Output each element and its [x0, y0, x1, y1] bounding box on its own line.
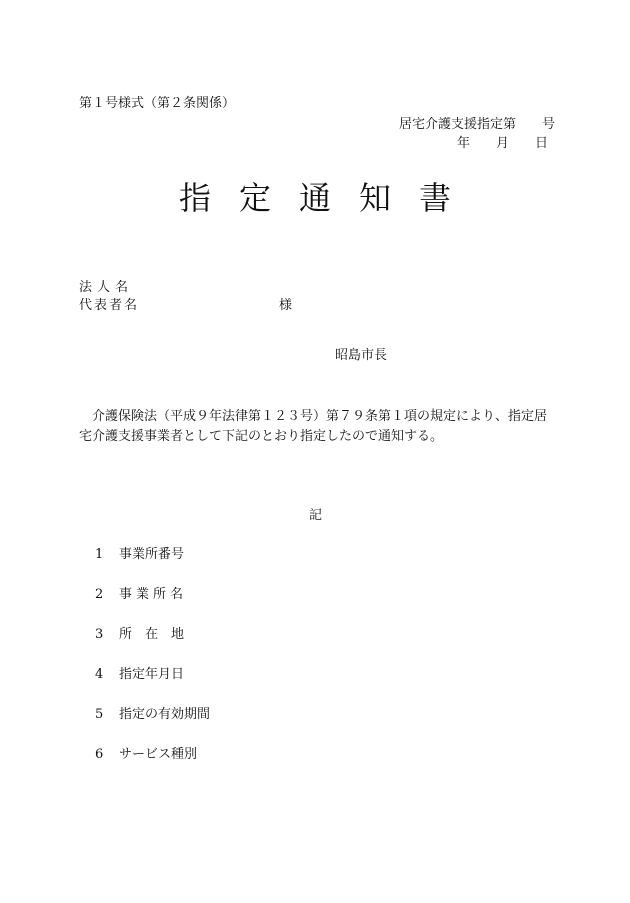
honorific-sama: 様	[279, 298, 293, 313]
item-number: 4	[95, 667, 104, 682]
list-item-designation-date	[95, 668, 184, 681]
list-item-office-name	[95, 588, 187, 601]
designation-number-line: 居宅介護支援指定第 号	[399, 117, 556, 132]
item-number: 2	[95, 587, 104, 602]
item-label: 指定年月日	[119, 667, 185, 682]
representative-name-label: 代表者名	[79, 298, 140, 313]
item-label: 事業所名	[119, 587, 188, 602]
list-item-office-number	[95, 548, 184, 561]
form-identifier: 第１号様式（第２条関係）	[79, 96, 236, 111]
issuer-name: 昭島市長	[335, 348, 388, 363]
item-label: 指定の有効期間	[119, 707, 211, 722]
item-number: 6	[95, 747, 104, 762]
list-item-location	[95, 628, 197, 641]
item-label: サービス種別	[119, 747, 198, 762]
item-number: 1	[95, 547, 104, 562]
item-label: 所在地	[119, 627, 198, 642]
notice-body-text: 介護保険法（平成９年法律第１２３号）第７９条第１項の規定により、指定居宅介護支援事業者として下記のとおり指定したので通知する。	[79, 409, 548, 444]
document-title: 指定通知書	[178, 179, 479, 217]
item-number: 5	[95, 707, 104, 722]
item-label: 事業所番号	[119, 547, 185, 562]
corporation-name-label: 法人名	[79, 280, 134, 295]
issue-date-line: 年 月 日	[457, 136, 549, 151]
item-number: 3	[95, 627, 104, 642]
ki-heading: 記	[309, 508, 323, 523]
list-item-validity-period	[95, 708, 210, 721]
list-item-service-type	[95, 748, 197, 761]
